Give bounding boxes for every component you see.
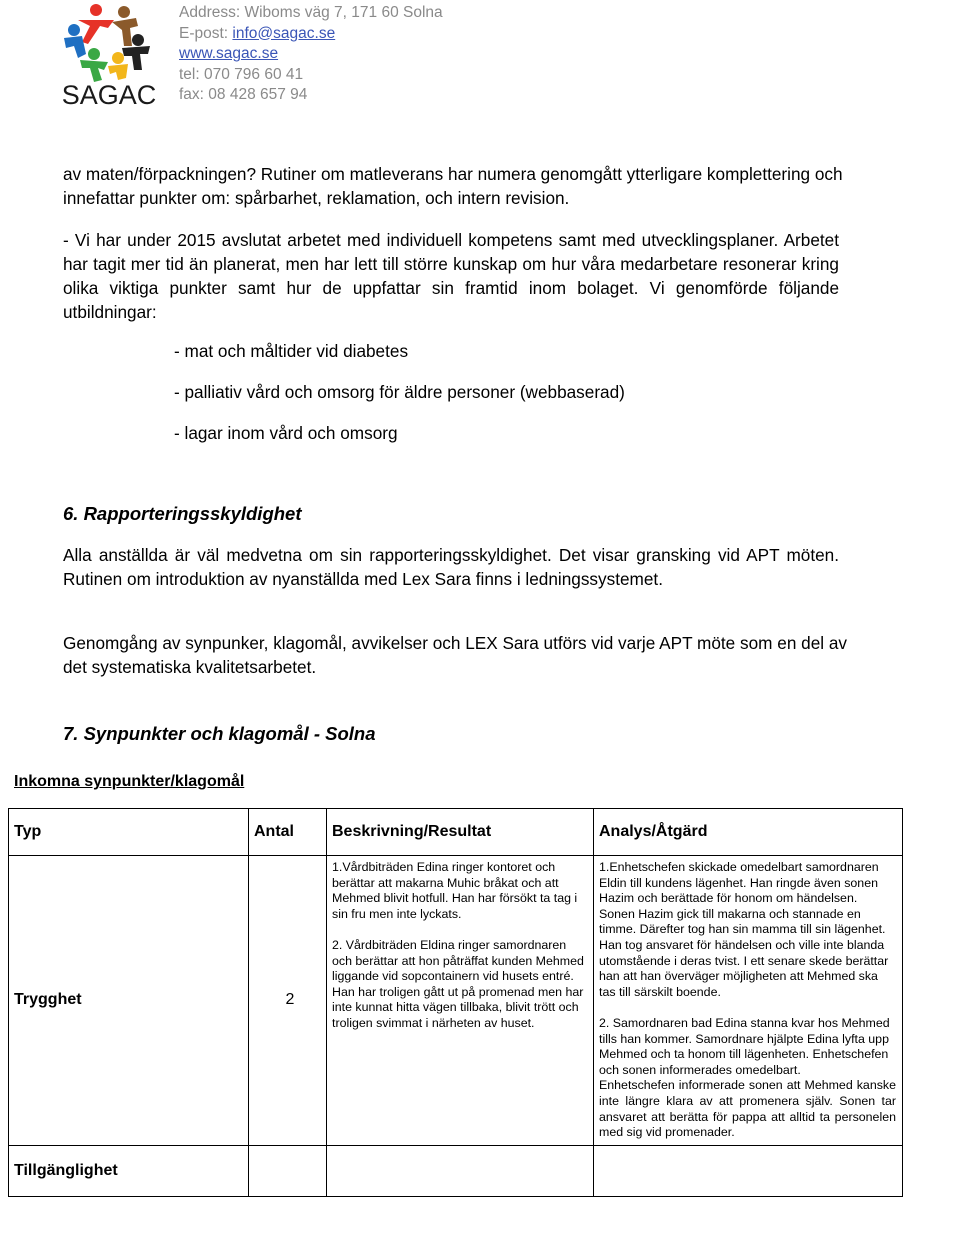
phone: tel: 070 796 60 41 (179, 65, 304, 83)
table-row (9, 1145, 903, 1196)
email-link[interactable]: info@sagac.se (232, 24, 336, 42)
header-beskrivning: Beskrivning/Resultat (327, 809, 594, 856)
paragraph-rapportering: Alla anställda är väl medvetna om sin rapporteringsskyldighet. Det visar gransking vid APT möten. Rutinen om introduktion av nyanställda med Lex Sara finns i ledningssystemet. (63, 545, 839, 589)
paragraph-genomgang: Genomgång av synpunker, klagomål, avvikelser och LEX Sara utförs vid varje APT möte som en del av det systematiska kvalitetsarbetet. (63, 633, 848, 677)
paragraph-kompetens: - Vi har under 2015 avslutat arbetet med individuell kompetens samt med utvecklingsplaner. Arbetet har tagit mer tid än planerat, men har lett till större kunskap om hur våra medarbetare resonerar kring olika viktiga punkter samt hur de uppfattar sin framtid inom bolaget. Vi genomförde följande utbildningar: (63, 230, 839, 322)
header-typ: Typ (9, 809, 249, 856)
cell-analys (594, 856, 903, 1146)
address: Address: Wiboms väg 7, 171 60 Solna (179, 4, 443, 21)
complaints-table (8, 808, 903, 1197)
analysis-item: 2. Samordnaren bad Edina stanna kvar hos Mehmed tills han kommer. Samordnare hjälpte Edina lyfta upp Mehmed och ta honom till lägenheten. Enhetschefen och sonen informerades omedelbart. (599, 1015, 890, 1077)
fax: fax: 08 428 657 94 (179, 86, 308, 103)
table-row (9, 856, 903, 1146)
section-6-heading: 6. Rapporteringsskyldighet (63, 503, 302, 524)
cell-typ: Trygghet (9, 856, 249, 1146)
website-link[interactable]: www.sagac.se (179, 45, 279, 62)
email-line (179, 24, 443, 45)
header-analys: Analys/Åtgärd (594, 809, 903, 856)
analysis-item: 1.Enhetschefen skickade omedelbart samordnaren Eldin till kundens lägenhet. Han ringde även sonen Hazim och berättade för honom om händelsen. Sonen Hazim gick till makarna och stannade en timme. Därefter tog han sin mamma till sin lägenhet. Han tog ansvaret för händelsen och ville inte blanda utomstående i deras tvist. I ett senare skede berättar han att han överväger möjligheten att Mehmed ska tas till särskilt boende. (599, 860, 889, 999)
description-item: 1.Vårdbiträden Edina ringer kontoret och berättar att makarna Muhic bråkat och att Mehmed blivit hotfull. Han har försökt ta tag i sin fru men inte lyckats. (332, 860, 578, 921)
contact-block (179, 3, 443, 106)
cell-beskrivning (327, 856, 594, 1146)
bullet-item: - palliativ vård och omsorg för äldre personer (webbaserad) (174, 382, 625, 402)
email-label: E-post: (179, 24, 233, 42)
cell-antal (249, 1145, 327, 1196)
description-item: 2. Vårdbiträden Eldina ringer samordnaren och berättar att hon påträffat kunden Mehmed liggande vid sopcontainern vid husets entré. Han har troligen gått ut på promenad men har inte kunnat hitta vägen tillbaka, blivit trött och troligen svimmat i närheten av huset. (332, 937, 584, 1030)
bullet-item: - mat och måltider vid diabetes (174, 341, 409, 361)
paragraph-matleverans: av maten/förpackningen? Rutiner om matleverans har numera genomgått ytterligare komplettering och innefattar punkter om: spårbarhet, reklamation, och intern revision. (63, 164, 843, 208)
section-7-heading: 7. Synpunkter och klagomål - Solna (63, 723, 376, 744)
cell-analys (594, 1145, 903, 1196)
logo-figures-icon (58, 2, 160, 108)
sagac-logo (58, 2, 160, 108)
analysis-item: Enhetschefen informerade sonen att Mehmed kanske inte längre klara av att promenera själv. Sonen tar ansvaret att berätta för pappa att alltid ta personelen med sig vid promenader. (599, 1078, 896, 1140)
header-antal: Antal (249, 809, 327, 856)
logo-wordmark: SAGAC (61, 80, 157, 108)
cell-beskrivning (327, 1145, 594, 1196)
bullet-item: - lagar inom vård och omsorg (174, 423, 398, 443)
cell-antal: 2 (249, 856, 327, 1146)
subheading-inkomna: Inkomna synpunkter/klagomål (14, 773, 245, 790)
table-header-row (9, 809, 903, 856)
cell-typ: Tillgänglighet (9, 1145, 249, 1196)
